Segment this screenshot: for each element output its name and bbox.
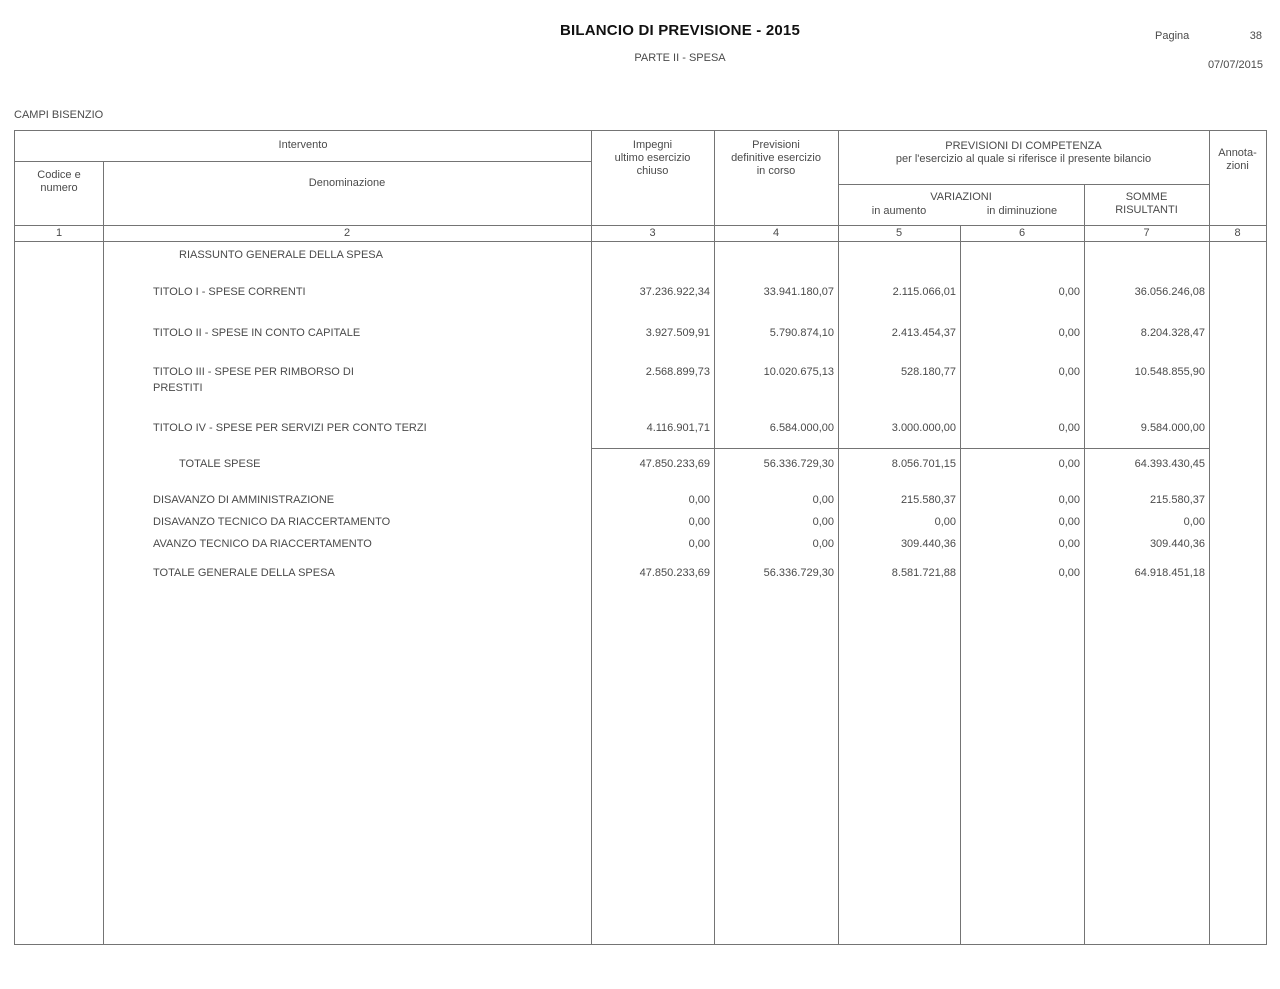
column-number-1: 1 [55, 227, 63, 239]
document-subtitle: PARTE II - SPESA [634, 52, 726, 64]
cell-diminuzione: 0,00 [1058, 494, 1080, 506]
cell-aumento: 3.000.000,00 [891, 422, 956, 434]
header-impegni: Impegni ultimo esercizio chiuso [614, 139, 691, 177]
cell-aumento: 2.413.454,37 [891, 327, 956, 339]
cell-impegni: 0,00 [688, 538, 710, 550]
entity-name: CAMPI BISENZIO [14, 109, 104, 121]
cell-somme: 36.056.246,08 [1134, 286, 1205, 298]
column-number-3: 3 [649, 227, 656, 239]
cell-somme: 215.580,37 [1149, 494, 1205, 506]
page-number-label: Pagina [1155, 30, 1190, 42]
cell-diminuzione: 0,00 [1058, 458, 1080, 470]
column-number-6: 6 [1018, 227, 1026, 239]
cell-previsioni: 33.941.180,07 [763, 286, 834, 298]
row-label-titolo-2: TITOLO II - SPESE IN CONTO CAPITALE [153, 327, 361, 339]
cell-somme: 10.548.855,90 [1134, 366, 1205, 378]
row-label-disavanzo-amministrazione: DISAVANZO DI AMMINISTRAZIONE [153, 494, 335, 506]
cell-aumento: 309.440,36 [900, 538, 956, 550]
grid-line-col5-col6 [960, 225, 961, 944]
cell-impegni: 47.850.233,69 [639, 458, 710, 470]
column-number-7: 7 [1143, 227, 1150, 239]
row-label-titolo-3-line2: PRESTITI [153, 382, 203, 394]
cell-diminuzione: 0,00 [1058, 327, 1080, 339]
cell-impegni: 47.850.233,69 [639, 567, 710, 579]
header-codice-numero: Codice e numero [37, 169, 81, 194]
row-label-totale-generale: TOTALE GENERALE DELLA SPESA [153, 567, 335, 579]
cell-previsioni: 56.336.729,30 [763, 458, 834, 470]
cell-aumento: 0,00 [934, 516, 956, 528]
cell-diminuzione: 0,00 [1058, 366, 1080, 378]
column-number-2: 2 [343, 227, 351, 239]
grid-line-col1-col2 [103, 161, 104, 944]
page-number-value: 38 [1249, 30, 1262, 42]
cell-aumento: 2.115.066,01 [892, 286, 956, 298]
cell-aumento: 528.180,77 [900, 366, 956, 378]
header-in-diminuzione: in diminuzione [986, 205, 1058, 217]
header-in-aumento: in aumento [871, 205, 927, 217]
cell-previsioni: 0,00 [812, 516, 834, 528]
cell-diminuzione: 0,00 [1058, 538, 1080, 550]
cell-aumento: 8.581.721,88 [891, 567, 956, 579]
grid-line-above-numbers-row [15, 225, 1266, 226]
cell-somme: 309.440,36 [1149, 538, 1205, 550]
cell-previsioni: 10.020.675,13 [763, 366, 834, 378]
grid-line-col4-col5 [838, 131, 839, 944]
row-label-riassunto: RIASSUNTO GENERALE DELLA SPESA [179, 249, 383, 261]
row-label-titolo-3-line1: TITOLO III - SPESE PER RIMBORSO DI [153, 366, 354, 378]
row-label-titolo-1: TITOLO I - SPESE CORRENTI [153, 286, 306, 298]
cell-diminuzione: 0,00 [1058, 516, 1080, 528]
grid-line-col3-col4 [714, 131, 715, 944]
row-label-avanzo-tecnico: AVANZO TECNICO DA RIACCERTAMENTO [153, 538, 372, 550]
cell-diminuzione: 0,00 [1058, 286, 1080, 298]
document-title: BILANCIO DI PREVISIONE - 2015 [559, 22, 801, 39]
grid-line-below-numbers-row [15, 241, 1266, 242]
header-variazioni: VARIAZIONI [930, 191, 992, 203]
column-number-4: 4 [772, 227, 780, 239]
grid-line-col7-col8 [1209, 131, 1210, 944]
cell-somme: 64.918.451,18 [1134, 567, 1205, 579]
grid-line-col6-col7 [1084, 184, 1085, 944]
header-denominazione: Denominazione [308, 177, 386, 189]
cell-previsioni: 56.336.729,30 [763, 567, 834, 579]
row-label-titolo-4: TITOLO IV - SPESE PER SERVIZI PER CONTO TERZI [153, 422, 427, 434]
grid-line-above-totale-spese [591, 448, 1209, 449]
cell-impegni: 4.116.901,71 [646, 422, 710, 434]
cell-previsioni: 0,00 [812, 494, 834, 506]
cell-diminuzione: 0,00 [1058, 567, 1080, 579]
cell-impegni: 0,00 [688, 516, 710, 528]
cell-somme: 8.204.328,47 [1140, 327, 1205, 339]
grid-line-under-intervento [15, 161, 591, 162]
cell-impegni: 0,00 [688, 494, 710, 506]
cell-previsioni: 5.790.874,10 [769, 327, 834, 339]
print-date: 07/07/2015 [1207, 59, 1263, 71]
cell-aumento: 8.056.701,15 [891, 458, 956, 470]
cell-impegni: 2.568.899,73 [645, 366, 710, 378]
cell-previsioni: 0,00 [812, 538, 834, 550]
column-number-8: 8 [1234, 227, 1241, 239]
budget-table [14, 130, 1267, 945]
cell-impegni: 3.927.509,91 [645, 327, 710, 339]
row-label-totale-spese: TOTALE SPESE [179, 458, 261, 470]
grid-line-under-competenza [838, 184, 1209, 185]
column-number-5: 5 [895, 227, 903, 239]
header-somme-risultanti: SOMME RISULTANTI [1115, 191, 1178, 216]
header-previsioni: Previsioni definitive esercizio in corso [731, 139, 821, 177]
cell-diminuzione: 0,00 [1058, 422, 1080, 434]
header-annotazioni: Annota- zioni [1218, 147, 1257, 172]
cell-somme: 0,00 [1183, 516, 1205, 528]
cell-somme: 64.393.430,45 [1134, 458, 1205, 470]
row-label-disavanzo-tecnico: DISAVANZO TECNICO DA RIACCERTAMENTO [153, 516, 391, 528]
cell-aumento: 215.580,37 [900, 494, 956, 506]
header-intervento: Intervento [278, 139, 328, 151]
header-previsioni-competenza: PREVISIONI DI COMPETENZA per l'esercizio al quale si riferisce il presente bilancio [895, 140, 1152, 165]
cell-somme: 9.584.000,00 [1140, 422, 1205, 434]
cell-previsioni: 6.584.000,00 [769, 422, 834, 434]
cell-impegni: 37.236.922,34 [639, 286, 710, 298]
